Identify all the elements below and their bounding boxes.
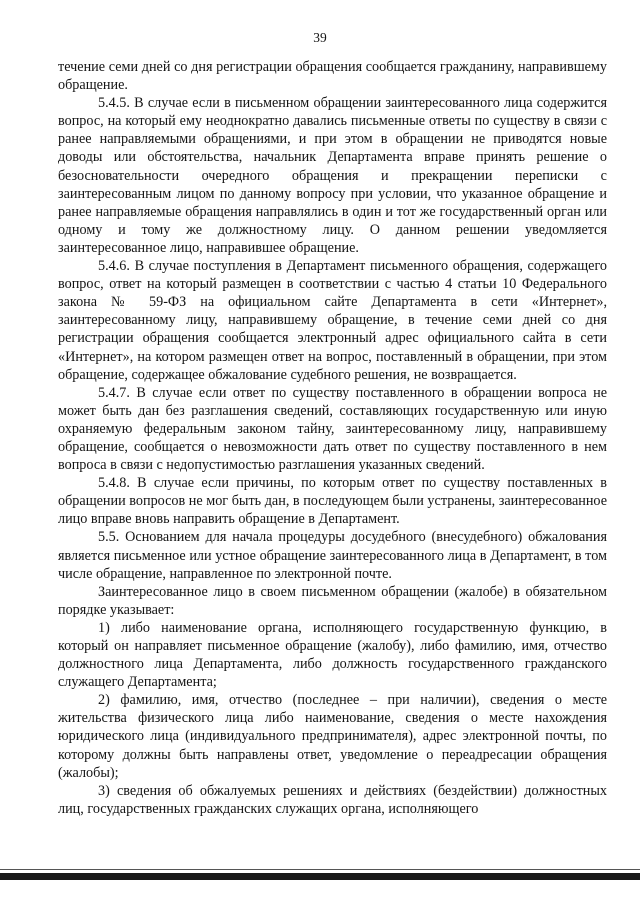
paragraph-5-4-7: 5.4.7. В случае если ответ по существу поставленного в обращении вопроса не может быть дан без разглашения сведений, составляющих государственную или иную охраняемую федеральным законом тайну, заинтересованному лицу, направившему обращение, сообщается о невозможности дать ответ по существу поставленного в нем вопроса в связи с недопустимостью разглашения указанных сведений. — [58, 384, 607, 474]
paragraph-continuation: течение семи дней со дня регистрации обращения сообщается гражданину, направившему обращение. — [58, 59, 607, 94]
page-number: 39 — [313, 30, 327, 45]
list-item-2: 2) фамилию, имя, отчество (последнее – при наличии), сведения о месте жительства физического лица либо наименование, сведения о месте нахождения юридического лица (индивидуального предпринимателя), адрес электронной почты, по которому должны быть направлены ответ, уведомление о переадресации обращения (жалобы); — [58, 692, 607, 781]
scan-edge-thin-line — [0, 869, 640, 870]
document-body — [58, 58, 607, 818]
paragraph-complaint-intro: Заинтересованное лицо в своем письменном обращении (жалобе) в обязательном порядке указывает: — [58, 583, 607, 618]
scan-edge-bar — [0, 873, 640, 880]
paragraph-5-4-6: 5.4.6. В случае поступления в Департамент письменного обращения, содержащего вопрос, ответ на который размещен в соответствии с частью 4 статьи 10 Федерального закона № 59-ФЗ на официальном сайте Департамента в сети «Интернет», заинтересованному лицу, направившему обращение, в течение семи дней со дня регистрации обращения сообщается электронный адрес официального сайта в сети «Интернет», на котором размещен ответ на вопрос, поставленный в обращении, при этом обращение, содержащее обжалование судебного решения, не возвращается. — [58, 258, 607, 383]
paragraph-5-4-5: 5.4.5. В случае если в письменном обращении заинтересованного лица содержится вопрос, на который ему неоднократно давались письменные ответы по существу в связи с ранее направляемыми обращениями, и при этом в обращении не приводятся новые доводы или обстоятельства, начальник Департамента вправе принять решение о безосновательности очередного обращения и прекращении переписки с заинтересованным лицом по данному вопросу при условии, что указанное обращение и ранее направляемые обращения направлялись в один и тот же государственный орган или одному и тому же должностному лицу. О данном решении уведомляется заинтересованное лицо, направившее обращение. — [58, 95, 607, 256]
list-item-3: 3) сведения об обжалуемых решениях и действиях (бездействии) должностных лиц, государственных гражданских служащих органа, исполняющего — [58, 782, 607, 817]
list-item-1: 1) либо наименование органа, исполняющего государственную функцию, в который он направляет письменное обращение (жалобу), либо фамилию, имя, отчество должностного лица Департамента, либо должность государственного гражданского служащего Департамента; — [58, 619, 607, 691]
paragraph-5-5: 5.5. Основанием для начала процедуры досудебного (внесудебного) обжалования является письменное или устное обращение заинтересованного лица в Департамент, в том числе обращение, направленное по электронной почте. — [58, 529, 607, 582]
paragraph-5-4-8: 5.4.8. В случае если причины, по которым ответ по существу поставленных в обращении вопросов не мог быть дан, в последующем были устранены, заинтересованное лицо вправе вновь направить обращение в Департамент. — [58, 475, 607, 528]
